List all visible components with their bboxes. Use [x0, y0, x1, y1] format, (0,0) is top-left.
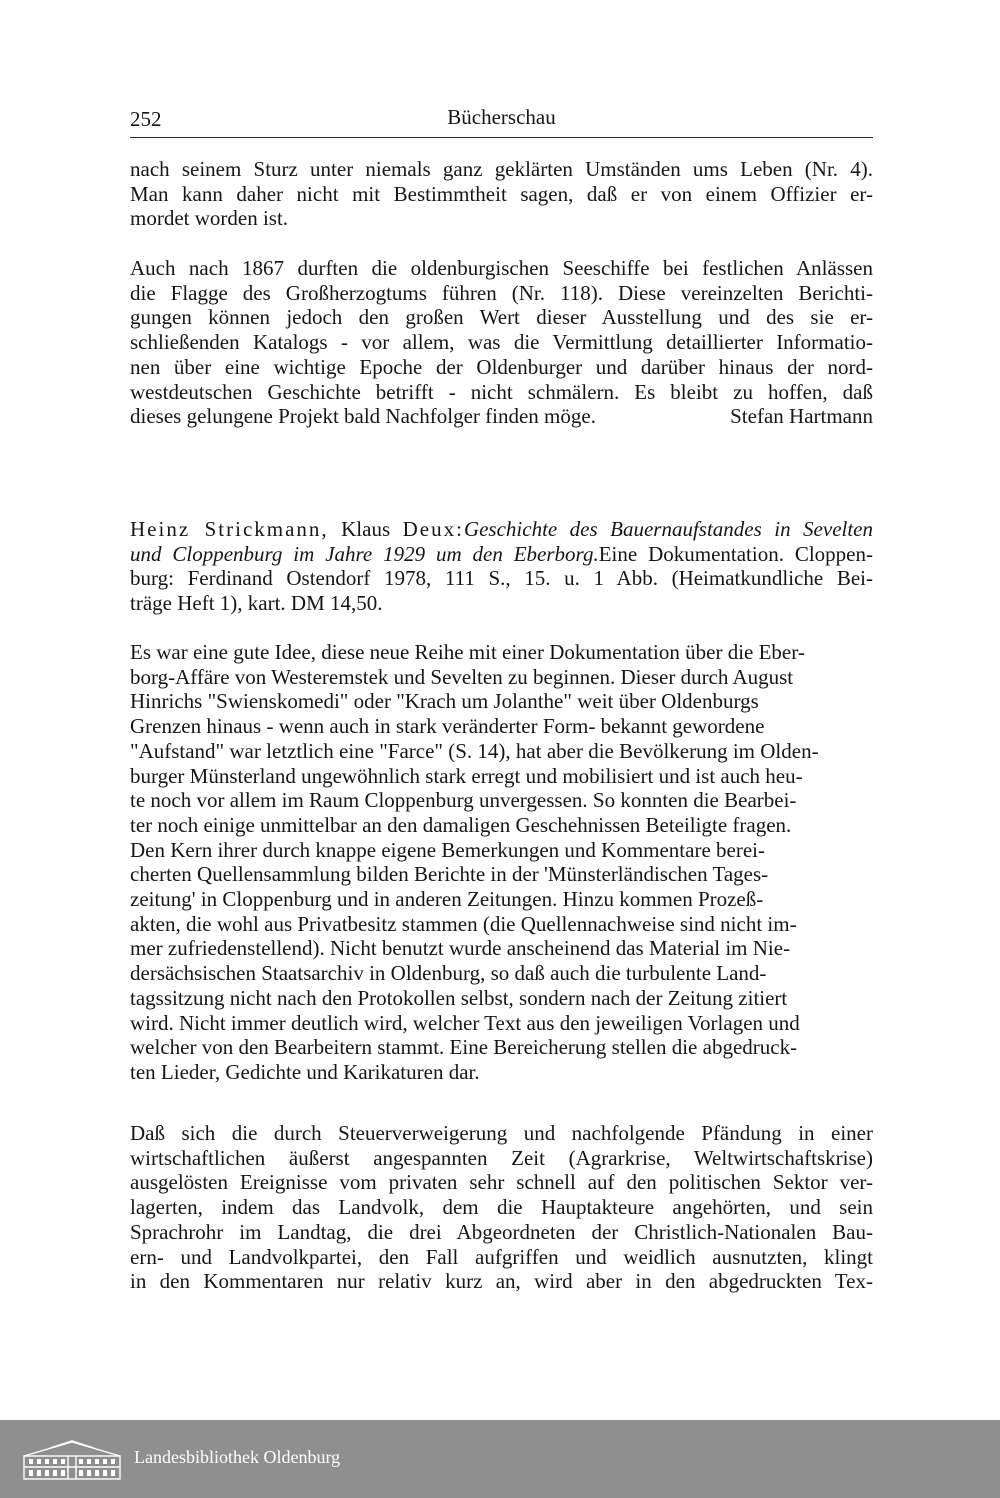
text-line: Daß sich die durch Steuerverweigerung und nachfolgende Pfändung in einer [130, 1121, 873, 1145]
text-line: borg-Affäre von Westeremstek und Sevelten zu beginnen. Dieser durch August [130, 664, 794, 689]
text-line: in den Kommentaren nur relativ kurz an, wird aber in den abgedruckten Tex- [130, 1269, 873, 1294]
citation-author-2-last: Deux: [402, 517, 464, 541]
text-line: nach seinem Sturz unter niemals ganz geklärten Umständen ums Leben (Nr. 4). [130, 157, 873, 181]
text-line: lagerten, indem das Landvolk, dem die Hauptakteure angehörten, und sein [130, 1195, 873, 1220]
citation-line [130, 517, 873, 542]
review1-paragraph-2 [130, 256, 873, 429]
text-line: mer zufriedenstellend). Nicht benutzt wurde anscheinend das Material im Nie- [130, 936, 791, 961]
text-line: te noch vor allem im Raum Cloppenburg unvergessen. So konnten die Bearbei- [130, 788, 797, 813]
review2-paragraph-2 [130, 1121, 873, 1294]
text-line: wird. Nicht immer deutlich wird, welcher Text aus den jeweiligen Vorlagen und [130, 1010, 800, 1035]
page-header [130, 103, 873, 138]
citation-title-continued: und Cloppenburg im Jahre 1929 um den Eberborg. [130, 541, 599, 566]
library-building-icon [20, 1438, 124, 1482]
text-line: ten Lieder, Gedichte und Karikaturen dar. [130, 1059, 480, 1084]
text-line: zeitung' in Cloppenburg und in anderen Zeitungen. Hinzu kommen Prozeß- [130, 887, 764, 912]
text-line: cherten Quellensammlung bilden Berichte in der 'Münsterländischen Tages- [130, 862, 769, 887]
text-line: wirtschaftlichen äußerst angespannten Zeit (Agrarkrise, Weltwirtschaftskrise) [130, 1145, 873, 1170]
text-line: nen über eine wichtige Epoche der Oldenburger und darüber hinaus der nord- [130, 354, 873, 379]
text-line: ter noch einige unmittelbar an den damaligen Geschehnissen Beteiligte fragen. [130, 812, 792, 837]
citation-author-1: Heinz Strickmann, [130, 517, 329, 541]
text-line: gungen können jedoch den großen Wert dieser Ausstellung und des sie er- [130, 305, 873, 330]
page-number: 252 [130, 107, 162, 131]
text-line: Grenzen hinaus - wenn auch in stark veränderter Form- bekannt gewordene [130, 714, 765, 739]
library-name: Landesbibliothek Oldenburg [134, 1447, 341, 1467]
text-line: Hinrichs "Swienskomedi" oder "Krach um Jolanthe" weit über Oldenburgs [130, 689, 759, 714]
text-line: westdeutschen Geschichte betrifft - nicht schmälern. Es bleibt zu hoffen, daß [130, 379, 873, 404]
text-line: ausgelösten Ereignisse vom privaten sehr schnell auf den politischen Sektor ver- [130, 1170, 873, 1195]
text-line: mordet worden ist. [130, 206, 289, 231]
reviewer-name: Stefan Hartmann [730, 404, 873, 429]
review1-paragraph-1 [130, 157, 873, 231]
citation-author-2-first: Klaus [341, 517, 391, 541]
text-line: tagssitzung nicht nach den Protokollen selbst, sondern nach der Zeitung zitiert [130, 985, 788, 1010]
text-line: die Flagge des Großherzogtums führen (Nr. 118). Diese vereinzelten Berichti- [130, 280, 873, 305]
text-line: "Aufstand" war letztlich eine "Farce" (S. 14), hat aber die Bevölkerung im Olden- [130, 738, 819, 763]
closing-line [130, 404, 873, 429]
text-line: dersächsischen Staatsarchiv in Oldenburg, so daß auch die turbulente Land- [130, 961, 767, 986]
closing-sentence: dieses gelungene Projekt bald Nachfolger finden möge. [130, 404, 596, 429]
citation-line: burg: Ferdinand Ostendorf 1978, 111 S., 15. u. 1 Abb. (Heimatkundliche Bei- [130, 566, 873, 591]
text-line: akten, die wohl aus Privatbesitz stammen (die Quellennachweise sind nicht im- [130, 911, 797, 936]
running-title: Bücherschau [447, 105, 556, 129]
text-line: Den Kern ihrer durch knappe eigene Bemerkungen und Kommentare berei- [130, 837, 765, 862]
citation-title: Geschichte des Bauernaufstandes in Sevelten [463, 517, 874, 541]
text-line: Sprachrohr im Landtag, die drei Abgeordneten der Christlich-Nationalen Bau- [130, 1219, 873, 1244]
citation-subtitle: Eine Dokumentation. Cloppen- [598, 541, 873, 566]
text-line: schließenden Katalogs - vor allem, was die Vermittlung detaillierter Informatio- [130, 330, 873, 355]
text-line: burger Münsterland ungewöhnlich stark erregt und mobilisiert und ist auch heu- [130, 763, 803, 788]
review2-citation [130, 517, 873, 616]
text-line: ern- und Landvolkpartei, den Fall aufgriffen und weidlich ausnutzten, klingt [130, 1244, 873, 1269]
text-line: welcher von den Bearbeitern stammt. Eine Bereicherung stellen die abgedruck- [130, 1035, 798, 1060]
text-line: Man kann daher nicht mit Bestimmtheit sagen, daß er von einem Offizier er- [130, 181, 873, 206]
text-line: Auch nach 1867 durften die oldenburgischen Seeschiffe bei festlichen Anlässen [130, 256, 873, 280]
review2-paragraph-1 [130, 640, 873, 1085]
citation-line [130, 542, 873, 567]
text-line: Es war eine gute Idee, diese neue Reihe mit einer Dokumentation über die Eber- [130, 640, 805, 664]
library-footer-bar [0, 1420, 1000, 1498]
citation-line: träge Heft 1), kart. DM 14,50. [130, 591, 383, 616]
